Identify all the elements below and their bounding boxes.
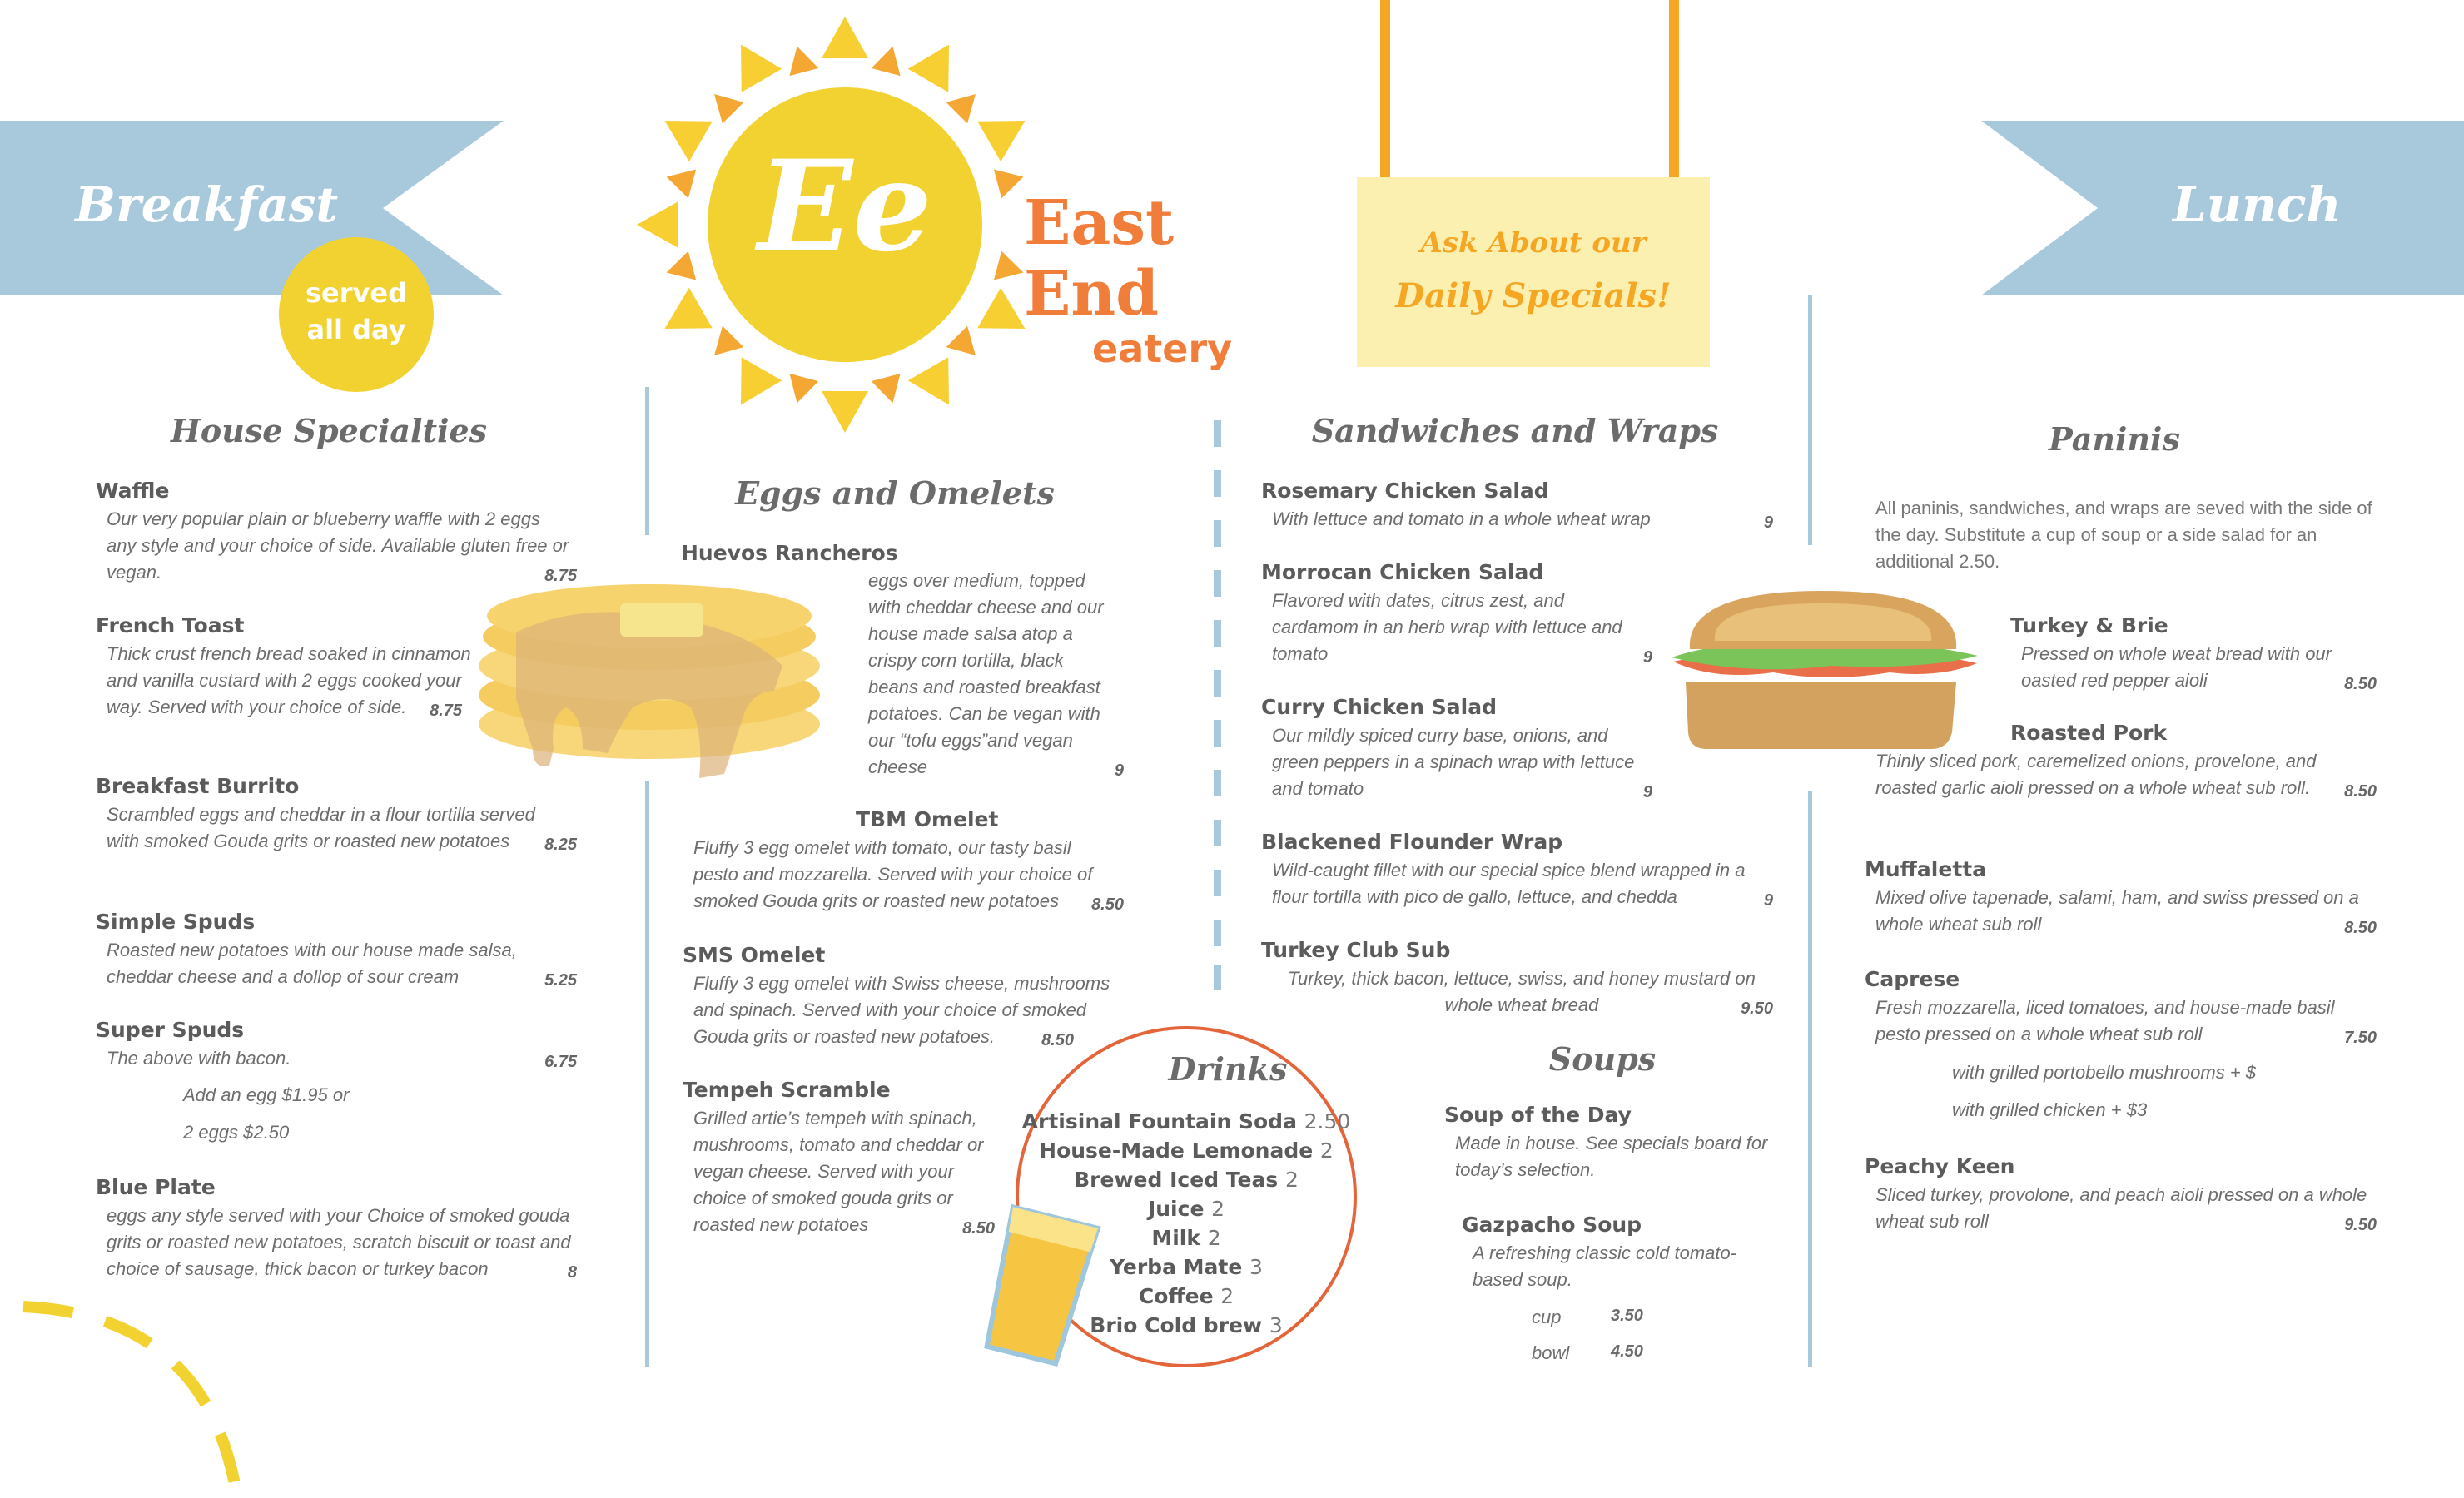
cup-price: 3.50: [1611, 1307, 1643, 1325]
addon-note: with grilled portobello mushrooms + $: [1952, 1062, 2257, 1083]
drink-price: 2: [1319, 1138, 1334, 1163]
eggs-omelets-title: Eggs and Omelets: [735, 474, 1055, 512]
item-price: 6.75: [544, 1053, 577, 1071]
item-name: Caprese: [1865, 967, 1960, 991]
logo-monogram: Ee: [758, 133, 932, 280]
item-price: 8.50: [2344, 919, 2377, 937]
item-price: 9: [1642, 783, 1652, 801]
item-desc: Turkey, thick bacon, lettuce, swiss, and honey mustard on whole wheat bread: [1288, 968, 1756, 1015]
drink-price: 2: [1211, 1197, 1225, 1221]
item-price: 8.50: [2344, 675, 2377, 693]
divider-2-dashed: [1214, 420, 1221, 990]
item-name: Tempeh Scramble: [683, 1078, 891, 1102]
menu-item: [1261, 830, 1773, 910]
item-desc: Thick crust french bread soaked in cinnamon and vanilla custard with 2 eggs cooked your way. Served with your choice of side.: [107, 643, 471, 717]
breakfast-heading: Breakfast: [75, 176, 339, 233]
item-name: Blackened Flounder Wrap: [1261, 830, 1563, 854]
item-name: Huevos Rancheros: [681, 541, 898, 565]
drink-name: Brio Cold brew: [1090, 1313, 1263, 1337]
item-desc: Thinly sliced pork, caremelized onions, provelone, and roasted garlic aioli pressed on a whole wheat sub roll.: [1875, 751, 2317, 798]
item-name: Muffaletta: [1865, 857, 1987, 881]
paninis-title: Paninis: [2049, 420, 2180, 458]
addon-note: with grilled chicken + $3: [1952, 1099, 2148, 1120]
menu-item: [96, 1018, 577, 1072]
item-desc: Flavored with dates, citrus zest, and cardamom in an herb wrap with lettuce and tomato: [1272, 590, 1622, 664]
item-desc: A refreshing classic cold tomato-based soup.: [1473, 1243, 1737, 1290]
menu-item: [1444, 1103, 1777, 1183]
item-name: SMS Omelet: [683, 943, 826, 967]
menu-item: [1261, 695, 1652, 802]
cup-label: cup: [1532, 1307, 1562, 1327]
item-price: 9: [1114, 761, 1124, 780]
item-name: Super Spuds: [96, 1018, 245, 1042]
item-name: Peachy Keen: [1865, 1154, 2015, 1178]
item-desc: Our very popular plain or blueberry waffle with 2 eggs any style and your choice of side. Available gluten free or vegan.: [107, 508, 569, 583]
dashed-arc-decoration: [23, 1307, 237, 1498]
item-name: TBM Omelet: [856, 807, 999, 831]
item-price: 9: [1763, 891, 1773, 910]
addon-note: Add an egg $1.95 or: [183, 1084, 350, 1105]
menu-item: [96, 479, 577, 586]
menu-item: [683, 1078, 995, 1238]
item-price: 8.25: [544, 836, 577, 854]
menu-item: [683, 807, 1124, 915]
drink-item: [1020, 1311, 1353, 1340]
item-price: 8: [567, 1263, 577, 1282]
bowl-price: 4.50: [1611, 1342, 1643, 1361]
item-price: 8.75: [544, 567, 577, 585]
item-desc: Fresh mozzarella, liced tomatoes, and house-made basil pesto pressed on a whole wheat sub roll: [1875, 997, 2335, 1044]
drink-name: House-Made Lemonade: [1039, 1138, 1314, 1163]
divider-1b: [645, 781, 649, 1367]
specials-sign: [1357, 177, 1710, 367]
bowl-label: bowl: [1532, 1342, 1570, 1363]
item-price: 9.50: [1741, 999, 1773, 1018]
menu-item: [1865, 857, 2377, 938]
item-price: 8.50: [1041, 1031, 1074, 1049]
pancakes-icon: [479, 584, 820, 778]
drink-price: 2.50: [1304, 1109, 1351, 1133]
item-price: 8.50: [962, 1219, 995, 1238]
item-desc: The above with bacon.: [107, 1048, 291, 1069]
drink-item: [1020, 1282, 1353, 1311]
item-price: 9: [1642, 648, 1652, 667]
drink-item: [1020, 1194, 1353, 1223]
item-name: Rosemary Chicken Salad: [1261, 479, 1549, 503]
item-name: Blue Plate: [96, 1175, 216, 1199]
item-desc: Grilled artie’s tempeh with spinach, mushrooms, tomato and cheddar or vegan cheese. Served with your choice of smoked gouda grits or roasted new potatoes: [693, 1108, 984, 1235]
drink-price: 2: [1220, 1284, 1234, 1308]
drink-item: [1020, 1252, 1353, 1282]
item-price: 5.25: [544, 971, 577, 990]
item-price: 9.50: [2344, 1216, 2377, 1234]
item-price: 7.50: [2344, 1029, 2377, 1047]
drink-name: Juice: [1147, 1197, 1205, 1221]
menu-item: [1261, 560, 1652, 667]
divider-3b: [1808, 791, 1812, 1367]
drink-name: Brewed Iced Teas: [1074, 1168, 1279, 1192]
drinks-list: [1020, 1107, 1353, 1340]
sandwiches-title: Sandwiches and Wraps: [1311, 412, 1719, 449]
drink-price: 2: [1284, 1168, 1299, 1192]
item-name: Turkey & Brie: [2010, 613, 2168, 637]
drink-price: 3: [1249, 1255, 1263, 1279]
item-name: Turkey Club Sub: [1261, 938, 1451, 962]
item-desc: Scrambled eggs and cheddar in a flour tortilla served with smoked Gouda grits or roasted new potatoes: [107, 804, 535, 851]
menu-item: [96, 613, 471, 721]
sign-pole-left: [1380, 0, 1390, 179]
lunch-heading: Lunch: [2173, 176, 2342, 233]
drink-item: [1020, 1165, 1353, 1194]
item-desc: Made in house. See specials board for today’s selection.: [1455, 1133, 1768, 1180]
drink-item: [1020, 1223, 1353, 1252]
served-all-day-text: [279, 275, 434, 348]
drink-name: Milk: [1151, 1226, 1201, 1250]
sign-pole-right: [1669, 0, 1679, 179]
menu-item: [96, 774, 577, 855]
drink-price: 2: [1207, 1226, 1221, 1250]
menu-item: [96, 1175, 577, 1282]
item-desc: With lettuce and tomato in a whole wheat wrap: [1272, 508, 1651, 529]
item-desc: Fluffy 3 egg omelet with Swiss cheese, mushrooms and spinach. Served with your choice of smoked Gouda grits or roasted new potatoes.: [693, 973, 1110, 1047]
item-desc: Mixed olive tapenade, salami, ham, and swiss pressed on a whole wheat sub roll: [1875, 887, 2359, 935]
menu-item: [1865, 967, 2377, 1048]
specials-line-1: Ask About our: [1420, 226, 1647, 260]
divider-1: [645, 387, 649, 535]
item-name: Morrocan Chicken Salad: [1261, 560, 1544, 584]
served-line-2: all day: [306, 314, 406, 345]
drink-name: Coffee: [1138, 1284, 1214, 1308]
menu-item: [1261, 938, 1773, 1019]
menu-item: [683, 943, 1110, 1050]
drink-name: Artisinal Fountain Soda: [1021, 1109, 1297, 1133]
item-name: Soup of the Day: [1444, 1103, 1632, 1127]
drink-price: 3: [1269, 1313, 1283, 1337]
soups-title: Soups: [1548, 1040, 1657, 1078]
item-price: 8.50: [2344, 782, 2377, 801]
item-desc: Fluffy 3 egg omelet with tomato, our tasty basil pesto and mozzarella. Served with your choice of smoked Gouda grits or roasted new potatoes: [693, 837, 1093, 911]
logo-eatery: eatery: [1092, 326, 1233, 371]
paninis-intro: All paninis, sandwiches, and wraps are seved with the side of the day. Substitute a cup of soup or a side salad for an additional 2.50.: [1875, 498, 2372, 572]
logo-east: East: [1024, 187, 1175, 259]
divider-3: [1808, 295, 1812, 545]
menu-item: [2010, 613, 2377, 694]
served-line-1: served: [306, 277, 407, 309]
menu-item: [1865, 721, 2377, 801]
item-name: Waffle: [96, 479, 170, 503]
item-price: 8.75: [430, 702, 462, 720]
item-desc: eggs any style served with your Choice of smoked gouda grits or roasted new potatoes, scratch biscuit or toast and choice of sausage, thick bacon or turkey bacon: [107, 1205, 571, 1279]
item-name: Breakfast Burrito: [96, 774, 300, 798]
item-price: 9: [1763, 513, 1773, 532]
item-name: Simple Spuds: [96, 910, 256, 934]
item-desc: Pressed on whole weat bread with our oasted red pepper aioli: [2021, 643, 2332, 691]
item-desc: Roasted new potatoes with our house made salsa, cheddar cheese and a dollop of sour cream: [107, 940, 517, 987]
drink-name: Yerba Mate: [1110, 1255, 1243, 1279]
item-name: Curry Chicken Salad: [1261, 695, 1497, 719]
menu-item: [1462, 1213, 1778, 1293]
menu-item: [96, 910, 577, 990]
house-specialties-title: House Specialties: [170, 412, 488, 449]
item-name: Gazpacho Soup: [1462, 1213, 1642, 1237]
drink-item: [1020, 1107, 1353, 1136]
item-desc: Sliced turkey, provolone, and peach aioli pressed on a whole wheat sub roll: [1875, 1184, 2367, 1232]
specials-line-2: Daily Specials!: [1395, 276, 1672, 315]
addon-note: 2 eggs $2.50: [183, 1122, 290, 1143]
item-price: 8.50: [1091, 895, 1124, 914]
logo-end: End: [1024, 258, 1159, 330]
drink-item: [1020, 1136, 1353, 1165]
menu-item: [1865, 1154, 2377, 1235]
item-name: Roasted Pork: [2010, 721, 2168, 745]
menu-item: [1261, 479, 1773, 533]
item-desc: eggs over medium, topped with cheddar cheese and our house made salsa atop a crispy corn tortilla, black beans and roasted breakfast potatoes. Can be vegan with our “tofu eggs”and vegan cheese: [868, 570, 1104, 777]
item-name: French Toast: [96, 613, 245, 637]
drinks-title: Drinks: [1168, 1050, 1288, 1088]
menu-item: [857, 568, 1124, 781]
item-desc: Our mildly spiced curry base, onions, and green peppers in a spinach wrap with lettuce and tomato: [1272, 725, 1635, 799]
item-desc: Wild-caught fillet with our special spice blend wrapped in a flour tortilla with pico de gallo, lettuce, and chedda: [1272, 860, 1746, 907]
